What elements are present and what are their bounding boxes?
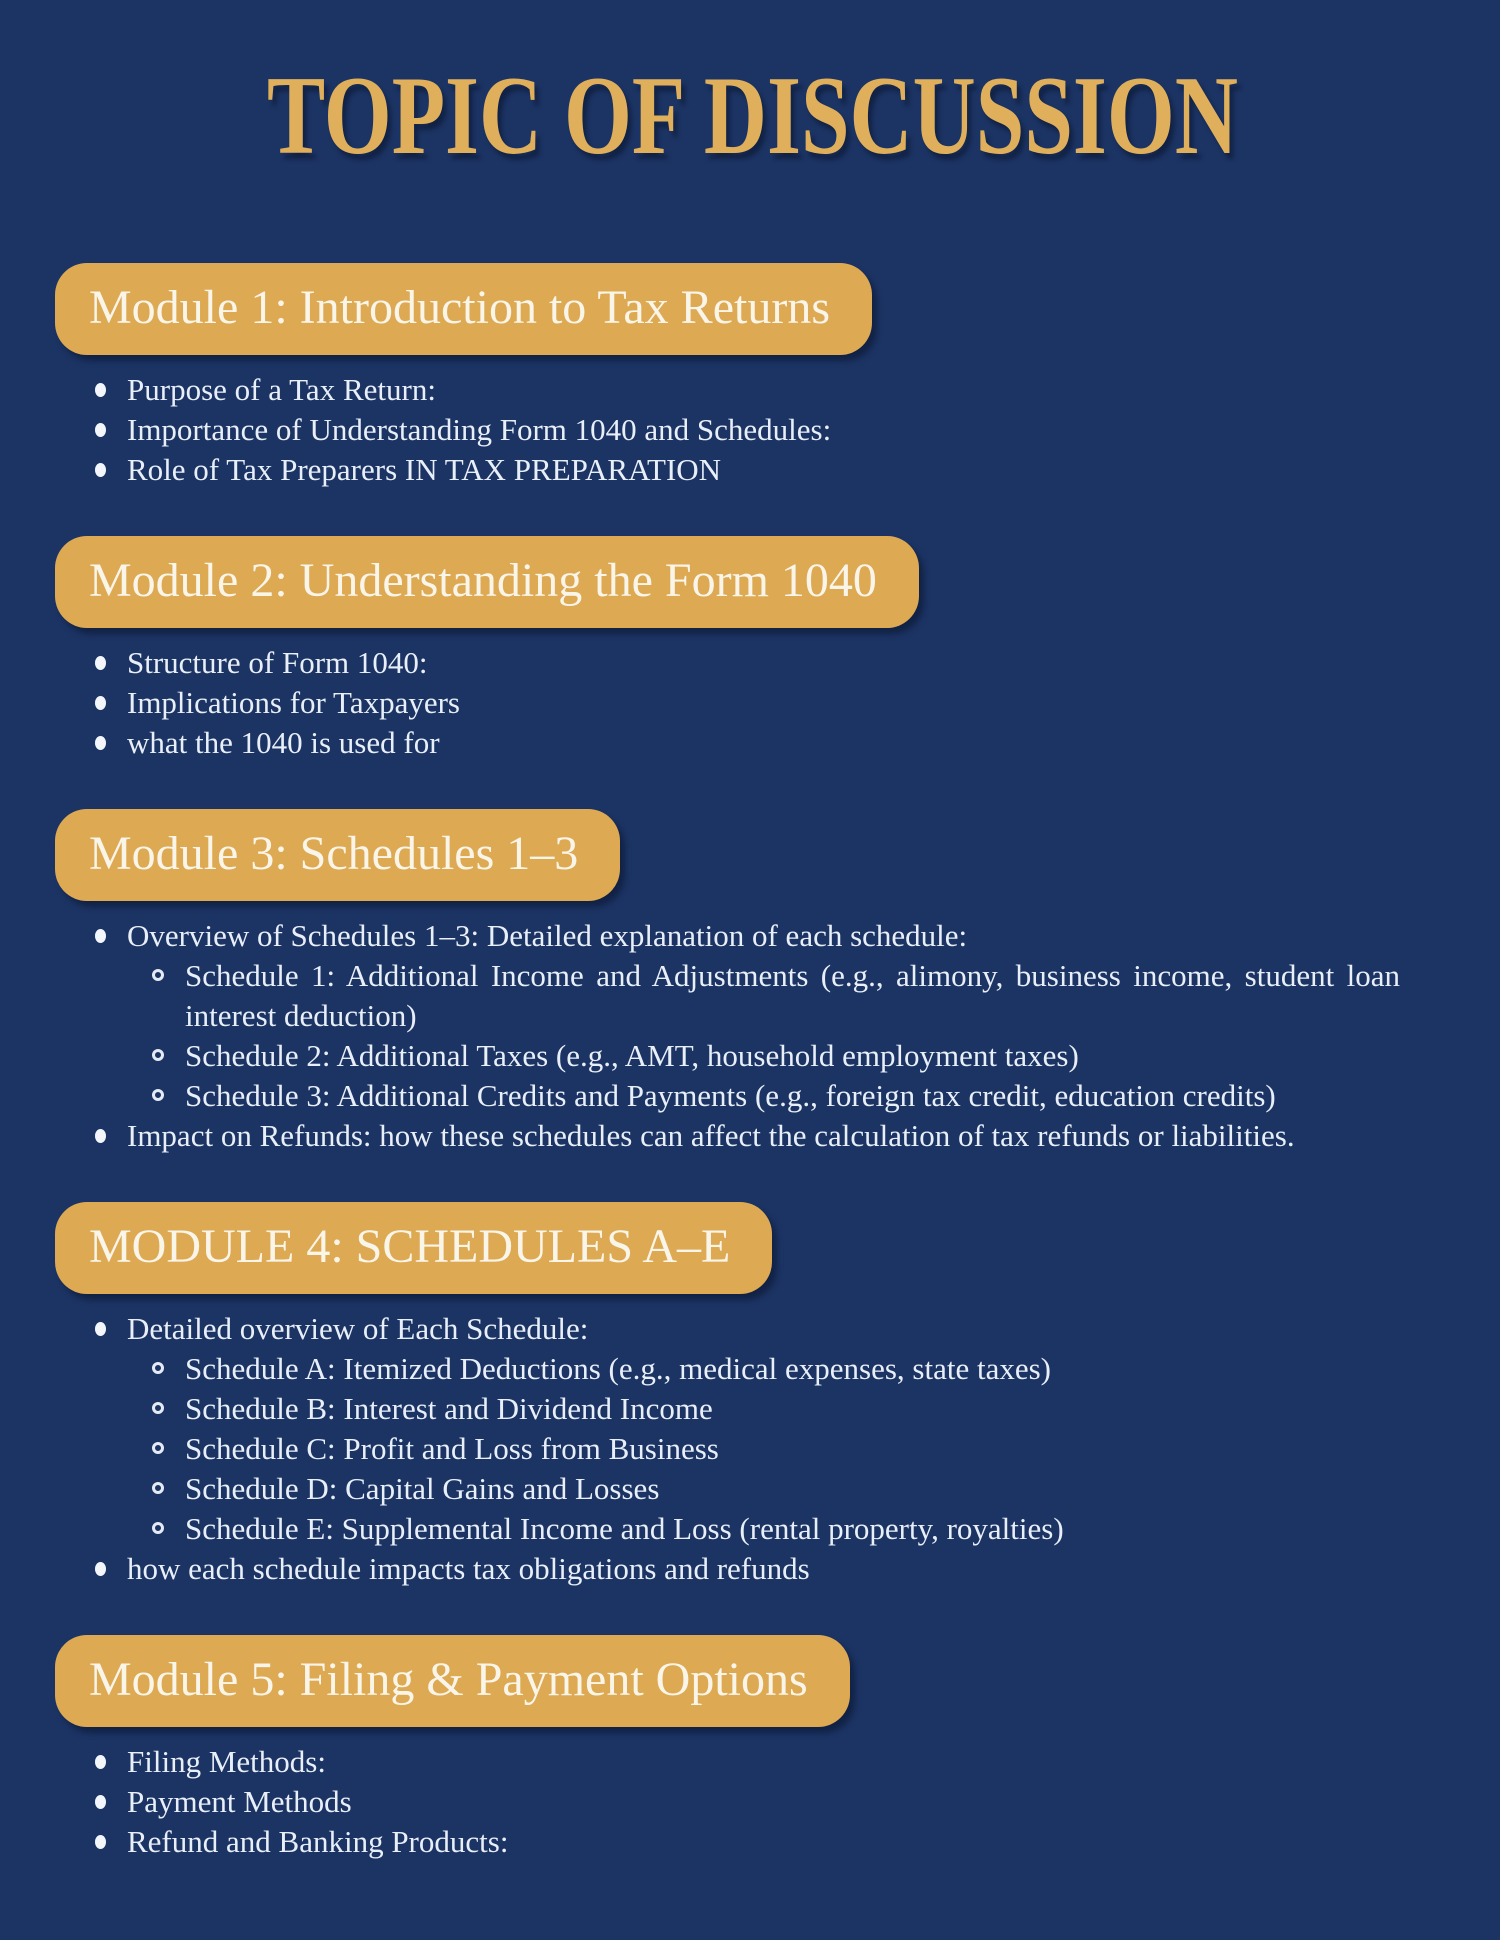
list-item <box>55 1549 1405 1589</box>
module-2-header: Module 2: Understanding the Form 1040 <box>55 536 919 628</box>
list-item <box>55 1782 1405 1822</box>
list-item <box>55 370 1405 410</box>
list-item <box>55 1116 1405 1156</box>
module-4-header: MODULE 4: SCHEDULES A–E <box>55 1202 772 1294</box>
bullet-dot-icon <box>95 1562 106 1576</box>
list-item <box>55 956 1400 1036</box>
list-item-text: Implications for Taxpayers <box>127 685 460 721</box>
module-5-bullet-list <box>55 1742 1450 1862</box>
list-item-text: Overview of Schedules 1–3: Detailed explanation of each schedule: <box>127 918 968 954</box>
list-item-text: Schedule A: Itemized Deductions (e.g., medical expenses, state taxes) <box>185 1351 1051 1387</box>
bullet-dot-icon <box>95 696 106 710</box>
list-item-text: Schedule 2: Additional Taxes (e.g., AMT, household employment taxes) <box>185 1038 1079 1074</box>
list-item-text: Structure of Form 1040: <box>127 645 428 681</box>
list-item <box>55 1742 1405 1782</box>
module-4-bullet-list <box>55 1309 1450 1589</box>
list-item <box>55 1349 1400 1389</box>
bullet-circle-icon <box>152 1482 164 1494</box>
list-item <box>55 643 1405 683</box>
list-item <box>55 916 1405 956</box>
list-item <box>55 410 1405 450</box>
module-3-bullet-list <box>55 916 1450 1156</box>
list-item <box>55 1309 1405 1349</box>
list-item-text: Role of Tax Preparers IN TAX PREPARATION <box>127 452 722 488</box>
bullet-dot-icon <box>95 1322 106 1336</box>
module-3-header: Module 3: Schedules 1–3 <box>55 809 620 901</box>
module-1-bullet-list <box>55 370 1450 490</box>
list-item-text: Schedule E: Supplemental Income and Loss (rental property, royalties) <box>185 1511 1064 1547</box>
module-1-header: Module 1: Introduction to Tax Returns <box>55 263 872 355</box>
list-item <box>55 450 1405 490</box>
bullet-dot-icon <box>95 736 106 750</box>
module-section-1 <box>55 263 1450 490</box>
bullet-dot-icon <box>95 1129 106 1143</box>
list-item <box>55 1509 1400 1549</box>
bullet-dot-icon <box>95 383 106 397</box>
list-item-text: Purpose of a Tax Return: <box>127 372 436 408</box>
module-5-header: Module 5: Filing & Payment Options <box>55 1635 850 1727</box>
list-item <box>55 1822 1405 1862</box>
bullet-circle-icon <box>152 1442 164 1454</box>
bullet-dot-icon <box>95 463 106 477</box>
list-item-text: Impact on Refunds: how these schedules can affect the calculation of tax refunds or liabilities. <box>127 1118 1295 1154</box>
bullet-dot-icon <box>95 423 106 437</box>
list-item-text: Schedule 3: Additional Credits and Payments (e.g., foreign tax credit, education credits) <box>185 1078 1276 1114</box>
bullet-circle-icon <box>152 1402 164 1414</box>
list-item-text: Importance of Understanding Form 1040 and Schedules: <box>127 412 832 448</box>
module-section-4 <box>55 1202 1450 1589</box>
bullet-circle-icon <box>152 1049 164 1061</box>
list-item-text: Schedule D: Capital Gains and Losses <box>185 1471 660 1507</box>
list-item-text: Schedule C: Profit and Loss from Business <box>185 1431 719 1467</box>
list-item-text: Schedule 1: Additional Income and Adjustments (e.g., alimony, business income, student loan interest deduction) <box>185 958 1400 1034</box>
list-item <box>55 1076 1400 1116</box>
list-item-text: Filing Methods: <box>127 1744 326 1780</box>
module-2-bullet-list <box>55 643 1450 763</box>
list-item-text: Schedule B: Interest and Dividend Income <box>185 1391 713 1427</box>
bullet-dot-icon <box>95 929 106 943</box>
list-item-text: how each schedule impacts tax obligations and refunds <box>127 1551 810 1587</box>
bullet-dot-icon <box>95 1795 106 1809</box>
list-item <box>55 723 1405 763</box>
list-item <box>55 1389 1400 1429</box>
bullet-circle-icon <box>152 1362 164 1374</box>
bullet-dot-icon <box>95 1835 106 1849</box>
bullet-dot-icon <box>95 656 106 670</box>
list-item <box>55 1429 1400 1469</box>
list-item <box>55 1036 1400 1076</box>
bullet-circle-icon <box>152 1522 164 1534</box>
module-section-3 <box>55 809 1450 1156</box>
list-item-text: Refund and Banking Products: <box>127 1824 509 1860</box>
list-item-text: Detailed overview of Each Schedule: <box>127 1311 589 1347</box>
bullet-dot-icon <box>95 1755 106 1769</box>
list-item-text: Payment Methods <box>127 1784 352 1820</box>
module-section-2 <box>55 536 1450 763</box>
bullet-circle-icon <box>152 1089 164 1101</box>
module-section-5 <box>55 1635 1450 1862</box>
modules-container <box>55 263 1450 1862</box>
bullet-circle-icon <box>152 969 164 981</box>
page-title: TOPIC OF DISCUSSION <box>267 54 1238 178</box>
list-item <box>55 683 1405 723</box>
list-item-text: what the 1040 is used for <box>127 725 440 761</box>
list-item <box>55 1469 1400 1509</box>
